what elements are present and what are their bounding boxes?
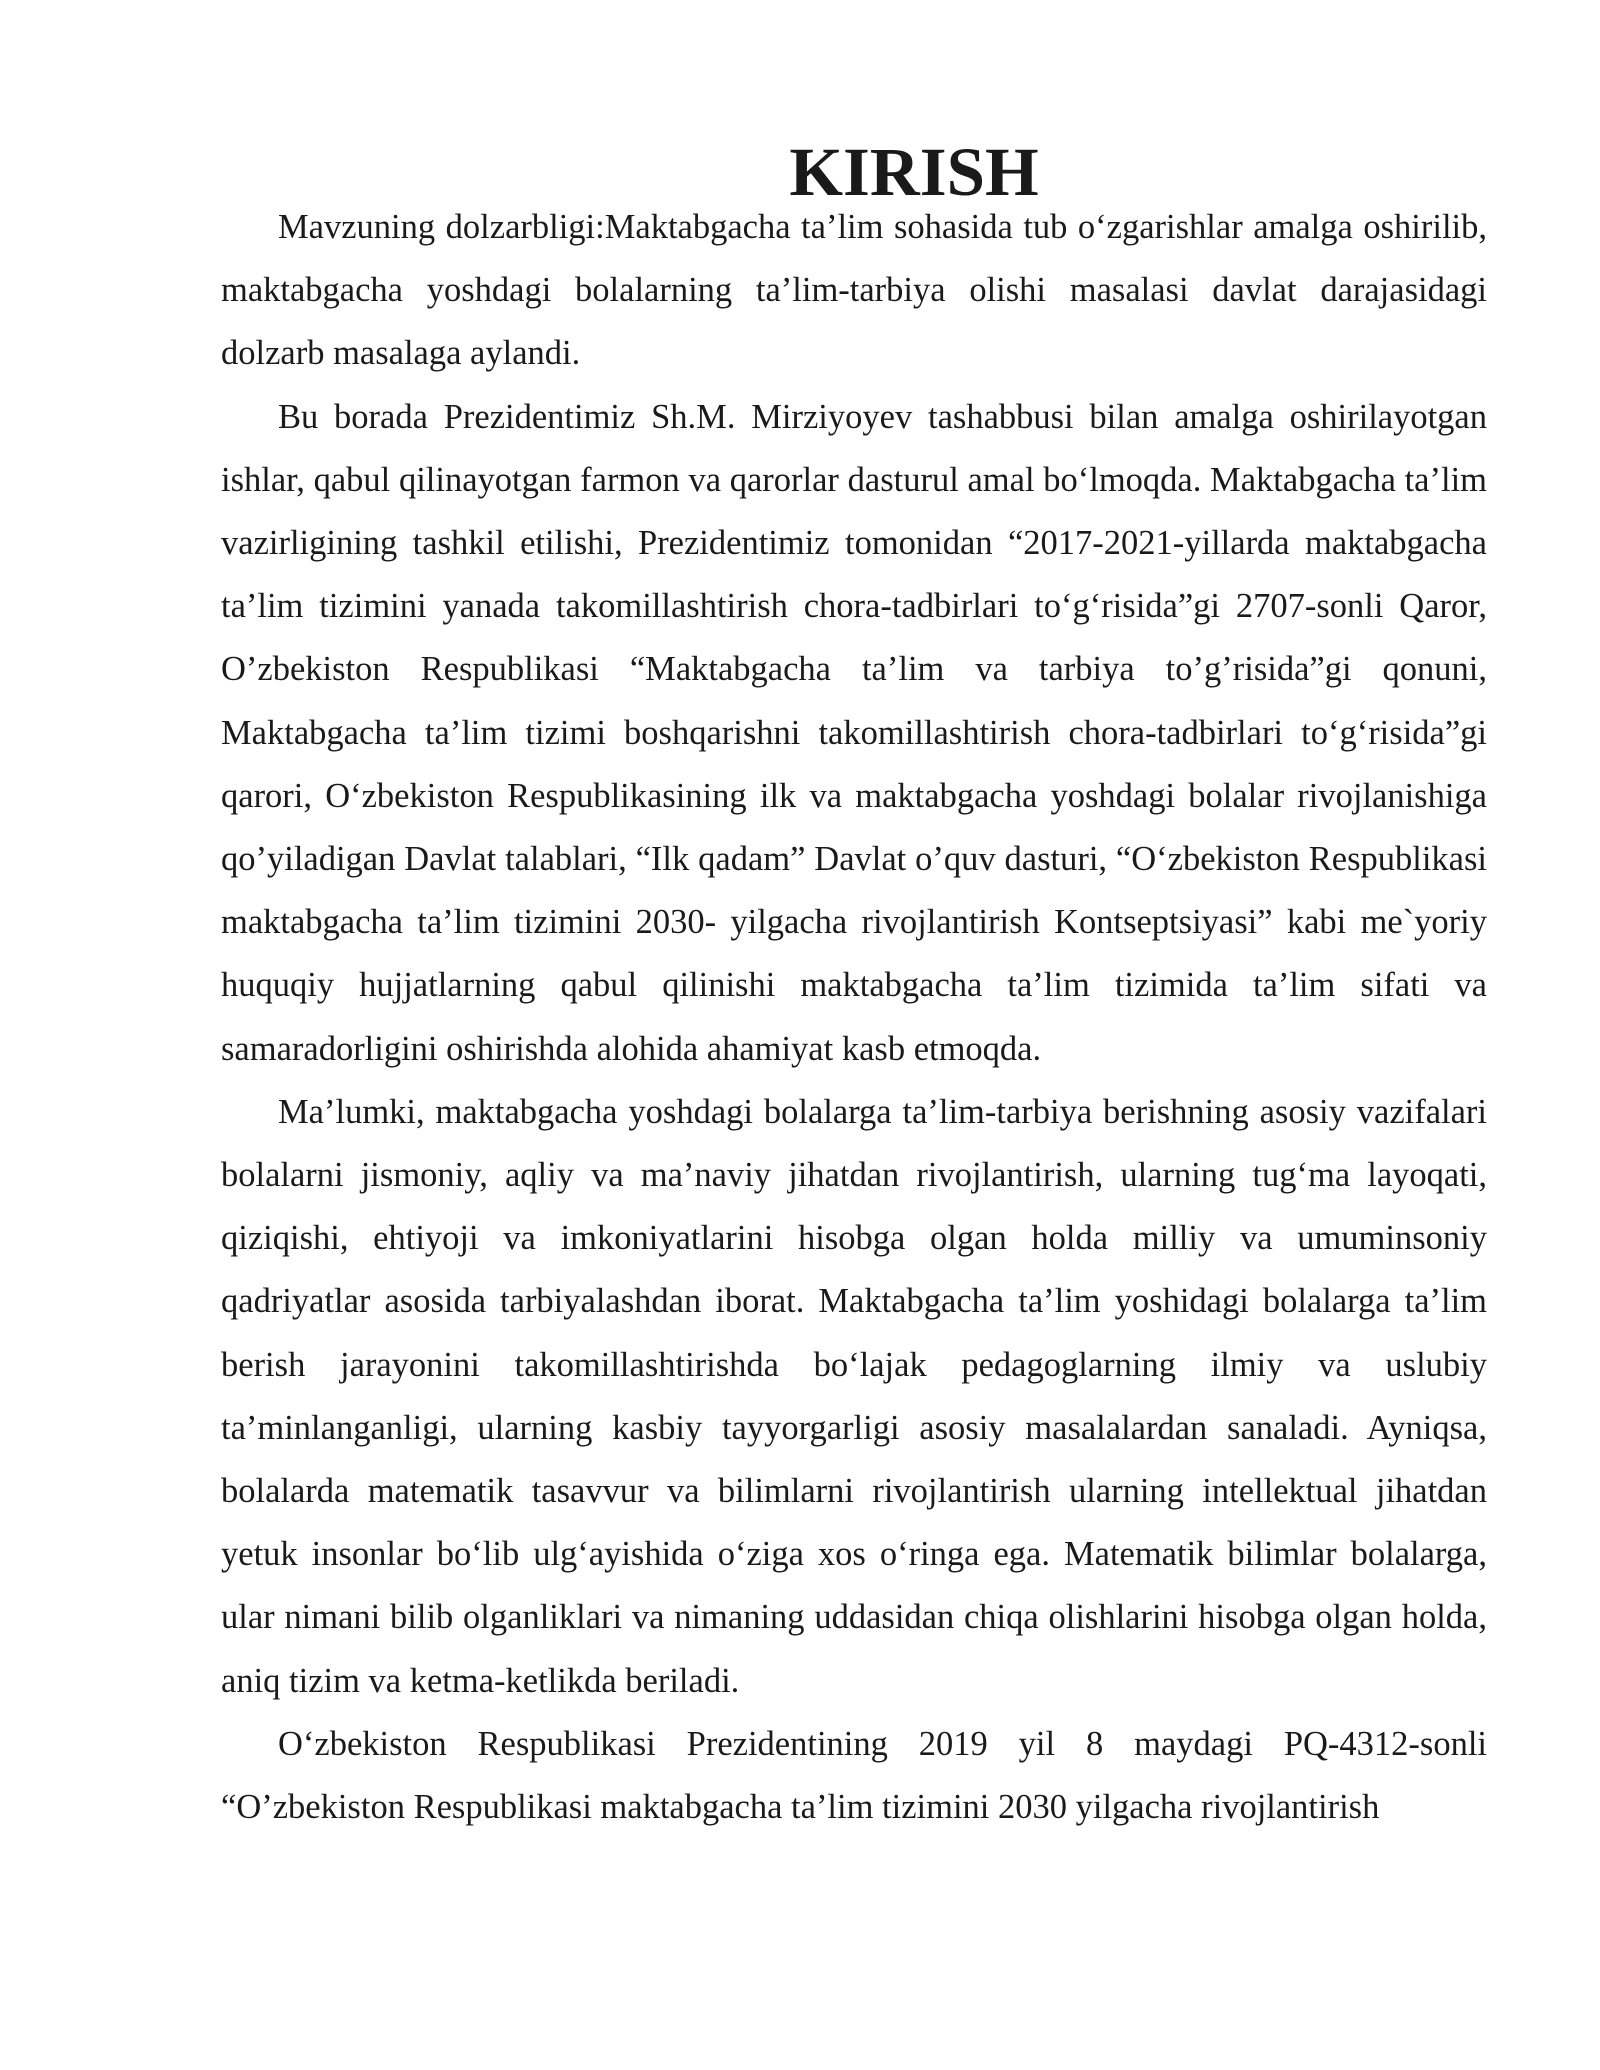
- paragraph-legislation: Bu borada Prezidentimiz Sh.M. Mirziyoyev tashabbusi bilan amalga oshirilayotgan ishlar, qabul qilinayotgan farmon va qarorlar dasturul amal bo‘lmoqda. Maktabgacha ta’lim vazirligining tashkil etilishi, Prezidentimiz tomonidan “2017-2021-yillarda maktabgacha ta’lim tizimini yanada takomillashtirish chora-tadbirlari to‘g‘risida”gi 2707-sonli Qaror, O’zbekiston Respublikasi “Maktabgacha ta’lim va tarbiya to’g’risida”gi qonuni, Maktabgacha ta’lim tizimi boshqarishni takomillashtirish chora-tadbirlari to‘g‘risida”gi qarori, O‘zbekiston Respublikasining ilk va maktabgacha yoshdagi bolalar rivojlanishiga qo’yiladigan Davlat talablari, “Ilk qadam” Davlat o’quv dasturi, “O‘zbekiston Respublikasi maktabgacha ta’lim tizimini 2030- yilgacha rivojlantirish Kontseptsiyasi” kabi me`yoriy huquqiy hujjatlarning qabul qilinishi maktabgacha ta’lim tizimida ta’lim sifati va samaradorligini oshirishda alohida ahamiyat kasb etmoqda.: [221, 397, 1487, 1068]
- paragraph-presidential-decree: O‘zbekiston Respublikasi Prezidentining 2019 yil 8 maydagi PQ-4312-sonli “O’zbekiston Respublikasi maktabgacha ta’lim tizimini 2030 yilgacha rivojlantirish: [221, 1724, 1487, 1827]
- paragraph-relevance: Mavzuning dolzarbligi:Maktabgacha ta’lim sohasida tub o‘zgarishlar amalga oshirilib, maktabgacha yoshdagi bolalarning ta’lim-tarbiya olishi masalasi davlat darajasidagi dolzarb masalaga aylandi.: [221, 208, 1487, 373]
- page-title: KIRISH: [789, 134, 1039, 210]
- paragraph-education-tasks: Ma’lumki, maktabgacha yoshdagi bolalarga ta’lim-tarbiya berishning asosiy vazifalari bolalarni jismoniy, aqliy va ma’naviy jihatdan rivojlantirish, ularning tug‘ma layoqati, qiziqishi, ehtiyoji va imkoniyatlarini hisobga olgan holda milliy va umuminsoniy qadriyatlar asosida tarbiyalashdan iborat. Maktabgacha ta’lim yoshidagi bolalarga ta’lim berish jarayonini takomillashtirishda bo‘lajak pedagoglarning ilmiy va uslubiy ta’minlanganligi, ularning kasbiy tayyorgarligi asosiy masalalardan sanaladi. Ayniqsa, bolalarda matematik tasavvur va bilimlarni rivojlantirish ularning intellektual jihatdan yetuk insonlar bo‘lib ulg‘ayishida o‘ziga xos o‘ringa ega. Matematik bilimlar bolalarga, ular nimani bilib olganliklari va nimaning uddasidan chiqa olishlarini hisobga olgan holda, aniq tizim va ketma-ketlikda beriladi.: [221, 1092, 1487, 1700]
- document-page: [221, 134, 1487, 1839]
